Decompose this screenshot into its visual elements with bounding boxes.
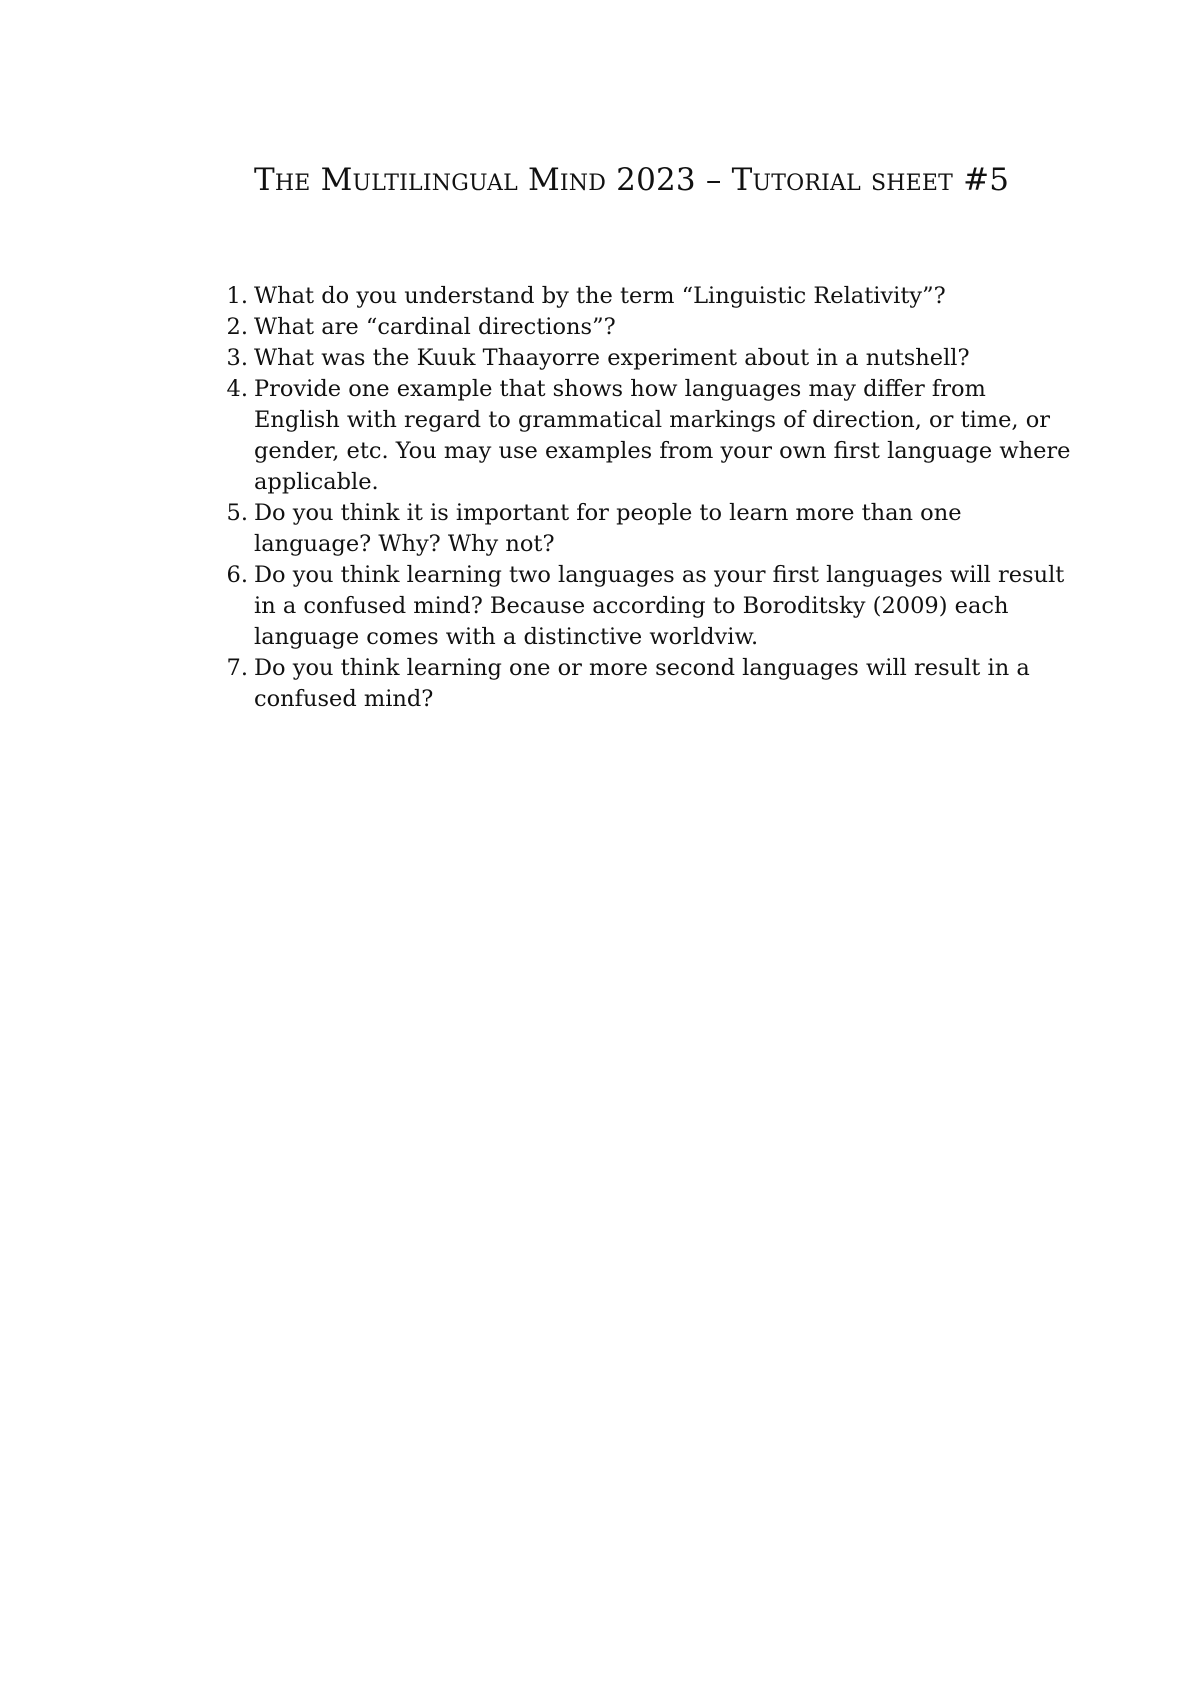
question-item — [226, 560, 1074, 653]
question-number: 6. — [226, 562, 248, 588]
question-number: 7. — [226, 655, 248, 681]
question-item — [226, 374, 1074, 498]
question-number: 5. — [226, 500, 248, 526]
question-number: 4. — [226, 376, 248, 402]
question-item — [226, 312, 1074, 343]
question-item — [226, 343, 1074, 374]
question-text: Do you think it is important for people to learn more than one language? Why? Why not? — [254, 500, 962, 557]
question-text: Provide one example that shows how languages may differ from English with regard to grammatical markings of direction, or time, or gender, etc. You may use examples from your own first language where applicable. — [254, 376, 1071, 495]
question-text: What do you understand by the term “Linguistic Relativity”? — [254, 283, 946, 309]
question-text: Do you think learning two languages as your first languages will result in a confused mind? Because according to Boroditsky (2009) each language comes with a distinctive worldviw. — [254, 562, 1065, 650]
question-text: What are “cardinal directions”? — [254, 314, 616, 340]
question-item — [226, 281, 1074, 312]
question-number: 2. — [226, 314, 248, 340]
question-text: What was the Kuuk Thaayorre experiment about in a nutshell? — [254, 345, 970, 371]
question-text: Do you think learning one or more second languages will result in a confused mind? — [254, 655, 1030, 712]
question-list — [226, 281, 1074, 715]
question-number: 3. — [226, 345, 248, 371]
document-title: The Multilingual Mind 2023 – Tutorial sheet #5 — [254, 162, 1010, 198]
question-item — [226, 498, 1074, 560]
question-item — [226, 653, 1074, 715]
question-number: 1. — [226, 283, 248, 309]
